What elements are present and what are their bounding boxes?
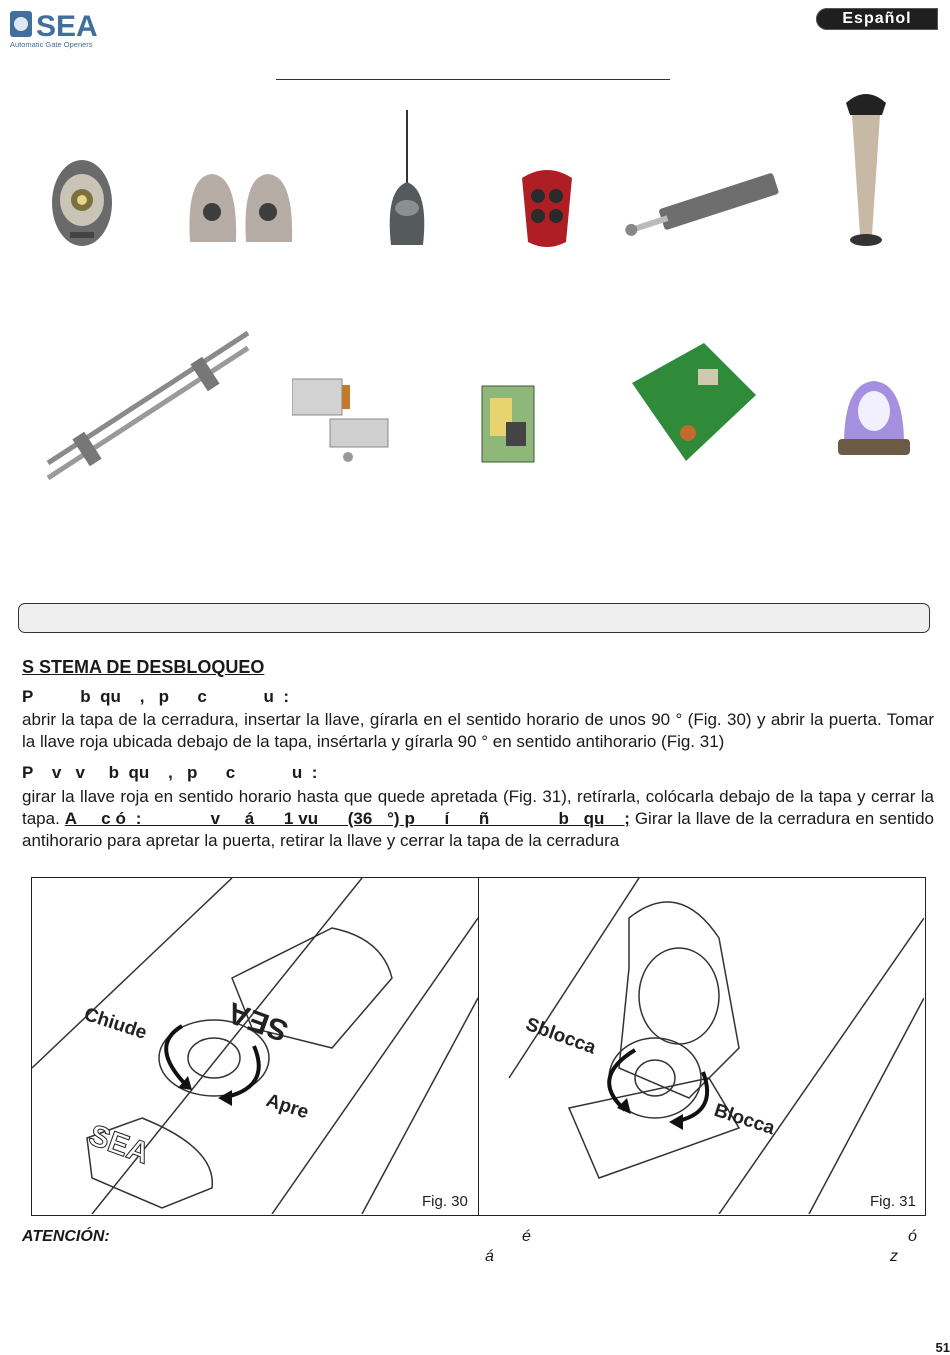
fig30-cover-logo: SEA	[84, 1118, 154, 1171]
fig31-label: Fig. 31	[870, 1193, 916, 1210]
relock-paragraph-end: Girar la llave de la cerradura en sentido antihorario para apretar la puerta, retirar la llave y cerrar la tapa de la cerradura	[22, 809, 934, 850]
attention-fragment-3: á	[485, 1248, 494, 1265]
unlock-paragraph: abrir la tapa de la cerradura, insertar la llave, gírarla en el sentido horario de unos 90 ° (Fig. 30) y abrir la puerta. Tomar la llave roja ubicada debajo de la tapa, insértarla y gírarla 90 ° en sentido antihorario (Fig. 31)	[22, 710, 934, 751]
fig30-label: Fig. 30	[422, 1193, 468, 1210]
attention-fragment-1: é	[522, 1228, 531, 1245]
linear-actuator-image	[620, 168, 785, 248]
photocells-image	[186, 172, 298, 244]
fig30-open-label: Apre	[263, 1090, 312, 1124]
fig30-sea-logo: SEA	[223, 995, 293, 1048]
rack-rail-image	[38, 318, 256, 488]
barrier-column-image	[842, 85, 890, 250]
relock-paragraph	[22, 786, 934, 852]
relock-subheading: P v v b qu , p c u :	[22, 763, 318, 782]
flashing-lamp-image	[834, 375, 914, 463]
logo-tagline: Automatic Gate Openers	[10, 40, 93, 49]
section-title-bar	[18, 603, 930, 633]
fig31-lock-label: Blocca	[711, 1100, 778, 1140]
logo-text: SEA	[36, 10, 98, 43]
unlock-subheading: P b qu , p c u :	[22, 687, 289, 706]
electric-lock-image	[292, 373, 394, 465]
attention-label: ATENCIÓN:	[22, 1228, 110, 1245]
language-tab: Español	[816, 8, 938, 30]
attention-fragment-4: z	[890, 1248, 898, 1265]
top-rule	[276, 79, 670, 80]
page-number: 51	[935, 1340, 950, 1355]
key-selector-image	[50, 158, 114, 248]
relock-paragraph-start: girar la llave roja en sentido horario hasta que quede apretada (Fig. 31), retírarla, colócarla debajo de la tapa y cerrar la tapa.	[22, 787, 934, 828]
relock-warning: A c ó : v á 1 vu (36 °) p í ñ b qu ;	[64, 809, 630, 828]
fig30-drawing	[32, 878, 478, 1214]
fig30-close-label: Chiude	[81, 1004, 150, 1044]
sea-logo	[8, 8, 130, 50]
receiver-antenna-image	[385, 110, 430, 250]
fig31-drawing	[479, 878, 924, 1214]
attention-fragment-2: ó	[908, 1228, 917, 1245]
control-box-image	[480, 384, 536, 464]
fig31-release-label: Sblocca	[522, 1014, 599, 1059]
remote-control-image	[518, 168, 576, 248]
circuit-board-image	[632, 343, 756, 461]
section-heading: S STEMA DE DESBLOQUEO	[22, 657, 265, 677]
